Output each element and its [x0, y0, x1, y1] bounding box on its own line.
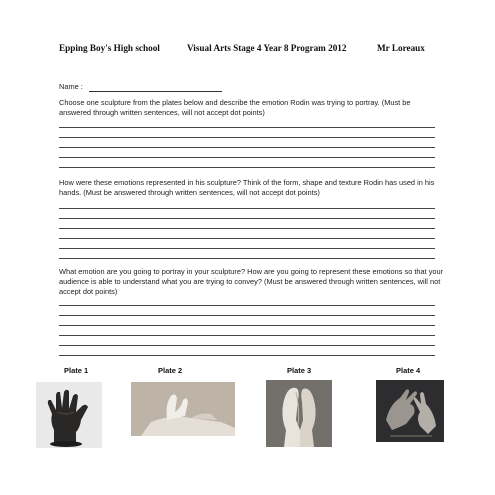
answer-line[interactable]: [59, 305, 435, 306]
answer-line[interactable]: [59, 355, 435, 356]
plate-2-label: Plate 2: [158, 366, 183, 375]
plate-2-image: [131, 382, 235, 436]
answer-line[interactable]: [59, 238, 435, 239]
plate-3-image: [266, 380, 332, 447]
answer-line[interactable]: [59, 248, 435, 249]
plate-4-image: [376, 380, 444, 442]
name-field-row: [59, 82, 359, 94]
question-2: How were these emotions represented in his sculpture? Think of the form, shape and texture Rodin has used in his hands. (Must be answered through written sentences, will not accept dot points): [59, 178, 435, 197]
answer-line[interactable]: [59, 228, 435, 229]
answer-line[interactable]: [59, 157, 435, 158]
teacher-name: Mr Loreaux: [377, 43, 425, 53]
question-3: What emotion are you going to portray in your sculpture? How are you going to represent these emotions so that your audience is able to understand what you are trying to convey? (Must be answered through written sentences, will not accept dot points): [59, 267, 444, 296]
plate-1-label: Plate 1: [64, 366, 89, 375]
plate-3-label: Plate 3: [287, 366, 312, 375]
program-title: Visual Arts Stage 4 Year 8 Program 2012: [187, 43, 347, 53]
answer-line[interactable]: [59, 137, 435, 138]
school-name: Epping Boy's High school: [59, 43, 160, 53]
document-header: [59, 43, 439, 57]
name-label: Name :: [59, 82, 83, 91]
answer-line[interactable]: [59, 345, 435, 346]
plate-4-label: Plate 4: [396, 366, 421, 375]
answer-line[interactable]: [59, 147, 435, 148]
answer-line[interactable]: [59, 218, 435, 219]
answer-line[interactable]: [59, 258, 435, 259]
answer-line[interactable]: [59, 127, 435, 128]
name-blank-line[interactable]: [89, 91, 222, 92]
answer-line[interactable]: [59, 325, 435, 326]
answer-line[interactable]: [59, 208, 435, 209]
answer-line[interactable]: [59, 315, 435, 316]
plate-1-image: [36, 382, 102, 448]
answer-line[interactable]: [59, 167, 435, 168]
question-1: Choose one sculpture from the plates below and describe the emotion Rodin was trying to portray. (Must be answered through written sentences, will not accept dot points): [59, 98, 411, 117]
answer-line[interactable]: [59, 335, 435, 336]
